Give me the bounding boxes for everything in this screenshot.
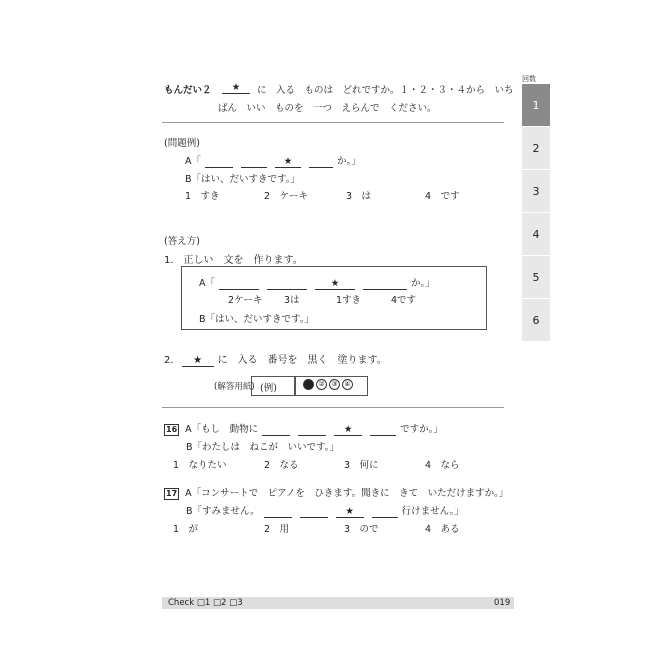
example-option-2: 2 ケーキ	[264, 191, 309, 202]
example-option-3: 3 は	[346, 191, 372, 202]
example-option-1: 1 すき	[185, 191, 220, 202]
side-tabs-header: 回数	[522, 75, 536, 83]
side-tab-5[interactable]: 5	[522, 256, 550, 299]
example-a-line: A「 ★ か。」	[185, 156, 361, 167]
side-tab-3[interactable]: 3	[522, 170, 550, 213]
example-option-4: 4 です	[425, 191, 460, 202]
q16-a-line: 16 A「もし 動物に ★ ですか。」	[166, 424, 443, 435]
instruction-star: ★	[218, 82, 254, 94]
answer-step2: 2. ★ に 入る 番号を 黒く 塗ります。	[164, 355, 387, 366]
example-b-line: B「はい、だいすきです。」	[185, 174, 301, 185]
answer-sheet-circles: ② ③ ④	[302, 379, 354, 390]
instruction-line1: に 入る ものは どれですか。１・２・３・４から いち	[257, 85, 514, 96]
answer-box-b-line: B「はい、だいすきです。」	[199, 314, 315, 325]
example-heading: (問題例)	[164, 138, 200, 149]
q16-option-1[interactable]: 1 なりたい	[173, 460, 227, 471]
answer-box-word-3: 1すき	[336, 295, 362, 306]
answer-box-word-1: 2ケーキ	[228, 295, 263, 306]
q16-option-2[interactable]: 2 なる	[264, 460, 299, 471]
instruction-label: もんだい２	[164, 85, 212, 96]
q17-option-2[interactable]: 2 用	[264, 524, 290, 535]
footer-check: Check □1 □2 □3	[168, 598, 243, 608]
answer-box-word-2: 3は	[284, 295, 300, 306]
q17-a-line: 17 A「コンサートで ピアノを ひきます。聞きに きて いただけますか。」	[166, 488, 509, 499]
answer-sheet-label: (解答用紙)	[214, 382, 255, 392]
q16-option-3[interactable]: 3 何に	[344, 460, 379, 471]
answer-sheet-example: (例)	[260, 383, 277, 394]
q16-b-line: B「わたしは ねこが いいです。」	[186, 442, 340, 453]
answer-heading: (答え方)	[164, 236, 200, 247]
side-tab-1[interactable]: 1	[522, 84, 550, 127]
answer-box-a-line: A「 ★ か。」	[199, 278, 435, 289]
side-tab-6[interactable]: 6	[522, 299, 550, 342]
q17-option-4[interactable]: 4 ある	[425, 524, 460, 535]
answer-step1: 1. 正しい 文を 作ります。	[164, 255, 303, 266]
divider	[162, 122, 504, 123]
answer-box-word-4: 4です	[391, 295, 417, 306]
page-number: 019	[494, 598, 511, 608]
side-tab-4[interactable]: 4	[522, 213, 550, 256]
q17-option-3[interactable]: 3 ので	[344, 524, 379, 535]
q17-b-line: B「すみません。 ★ 行けません。」	[186, 506, 464, 517]
side-tab-2[interactable]: 2	[522, 127, 550, 170]
instruction-line2: ばん いい ものを 一つ えらんで ください。	[218, 103, 437, 114]
divider	[162, 407, 504, 408]
q16-option-4[interactable]: 4 なら	[425, 460, 460, 471]
filled-circle-icon	[303, 379, 314, 390]
q17-option-1[interactable]: 1 が	[173, 524, 199, 535]
